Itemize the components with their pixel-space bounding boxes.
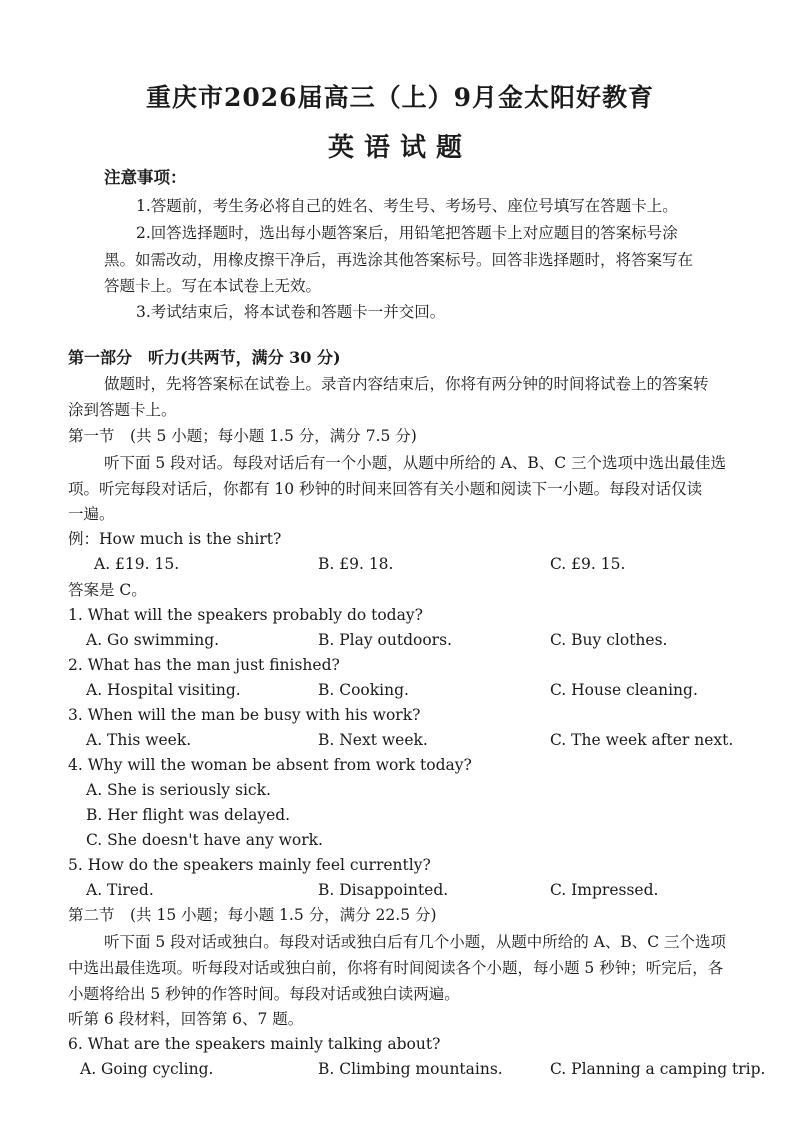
section1-intro: 一遍。	[68, 505, 115, 523]
q5-option-c: C. Impressed.	[550, 881, 659, 899]
q2-option-b: B. Cooking.	[318, 681, 409, 699]
material-label: 听第 6 段材料，回答第 6、7 题。	[68, 1010, 304, 1028]
exam-title: 重庆市2026届高三（上）9月金太阳好教育	[146, 83, 654, 112]
part1-intro: 做题时，先将答案标在试卷上。录音内容结束后，你将有两分钟的时间将试卷上的答案转	[104, 375, 709, 393]
part1-heading: 第一部分 听力(共两节，满分 30 分)	[68, 348, 341, 367]
question-1: 1. What will the speakers probably do today?	[68, 606, 423, 624]
q4-option-c: C. She doesn't have any work.	[86, 831, 323, 849]
q3-option-a: A. This week.	[86, 731, 192, 749]
example-option-b: B. £9. 18.	[318, 555, 394, 573]
section1-intro: 项。听完每段对话后，你都有 10 秒钟的时间来回答有关小题和阅读下一小题。每段对话仅读	[68, 480, 703, 498]
notice-item: 1.答题前，考生务必将自己的姓名、考生号、考场号、座位号填写在答题卡上。	[136, 197, 678, 215]
question-5: 5. How do the speakers mainly feel currently?	[68, 856, 431, 874]
q5-option-b: B. Disappointed.	[318, 881, 449, 899]
notice-item: 答题卡上。写在本试卷上无效。	[104, 277, 322, 295]
example-answer: 答案是 C。	[68, 581, 147, 599]
example-question: 例：How much is the shirt?	[68, 530, 282, 548]
notice-item: 黑。如需改动，用橡皮擦干净后，再选涂其他答案标号。回答非选择题时，将答案写在	[104, 251, 694, 269]
q3-option-c: C. The week after next.	[550, 731, 734, 749]
section2-intro: 中选出最佳选项。听每段对话或独白前，你将有时间阅读各个小题，每小题 5 秒钟；听完后，各	[68, 959, 724, 977]
q1-option-c: C. Buy clothes.	[550, 631, 668, 649]
subject-title: 英语试题	[327, 133, 472, 163]
example-option-a: A. £19. 15.	[94, 555, 180, 573]
q4-option-a: A. She is seriously sick.	[86, 781, 271, 799]
q4-option-b: B. Her flight was delayed.	[86, 806, 291, 824]
section2-intro: 小题将给出 5 秒钟的作答时间。每段对话或独白读两遍。	[68, 985, 460, 1003]
section2-intro: 听下面 5 段对话或独白。每段对话或独白后有几个小题，从题中所给的 A、B、C 三个选项	[104, 933, 727, 951]
question-4: 4. Why will the woman be absent from work today?	[68, 756, 472, 774]
question-6: 6. What are the speakers mainly talking about?	[68, 1035, 441, 1053]
q5-option-a: A. Tired.	[86, 881, 154, 899]
notice-heading: 注意事项：	[104, 168, 187, 187]
notice-item: 3.考试结束后，将本试卷和答题卡一并交回。	[136, 303, 446, 321]
question-3: 3. When will the man be busy with his work?	[68, 706, 421, 724]
q6-option-a: A. Going cycling.	[80, 1060, 214, 1078]
q6-option-b: B. Climbing mountains.	[318, 1060, 503, 1078]
section1-intro: 听下面 5 段对话。每段对话后有一个小题，从题中所给的 A、B、C 三个选项中选出最佳选	[104, 454, 727, 472]
question-2: 2. What has the man just finished?	[68, 656, 340, 674]
example-option-c: C. £9. 15.	[550, 555, 626, 573]
section1-heading: 第一节 (共 5 小题；每小题 1.5 分，满分 7.5 分)	[68, 427, 417, 445]
notice-item: 2.回答选择题时，选出每小题答案后，用铅笔把答题卡上对应题目的答案标号涂	[136, 224, 678, 242]
q1-option-b: B. Play outdoors.	[318, 631, 452, 649]
section2-heading: 第二节 (共 15 小题；每小题 1.5 分，满分 22.5 分)	[68, 906, 437, 924]
part1-intro: 涂到答题卡上。	[68, 401, 177, 419]
q6-option-c: C. Planning a camping trip.	[550, 1060, 766, 1078]
q3-option-b: B. Next week.	[318, 731, 428, 749]
q1-option-a: A. Go swimming.	[86, 631, 220, 649]
q2-option-a: A. Hospital visiting.	[86, 681, 241, 699]
q2-option-c: C. House cleaning.	[550, 681, 698, 699]
